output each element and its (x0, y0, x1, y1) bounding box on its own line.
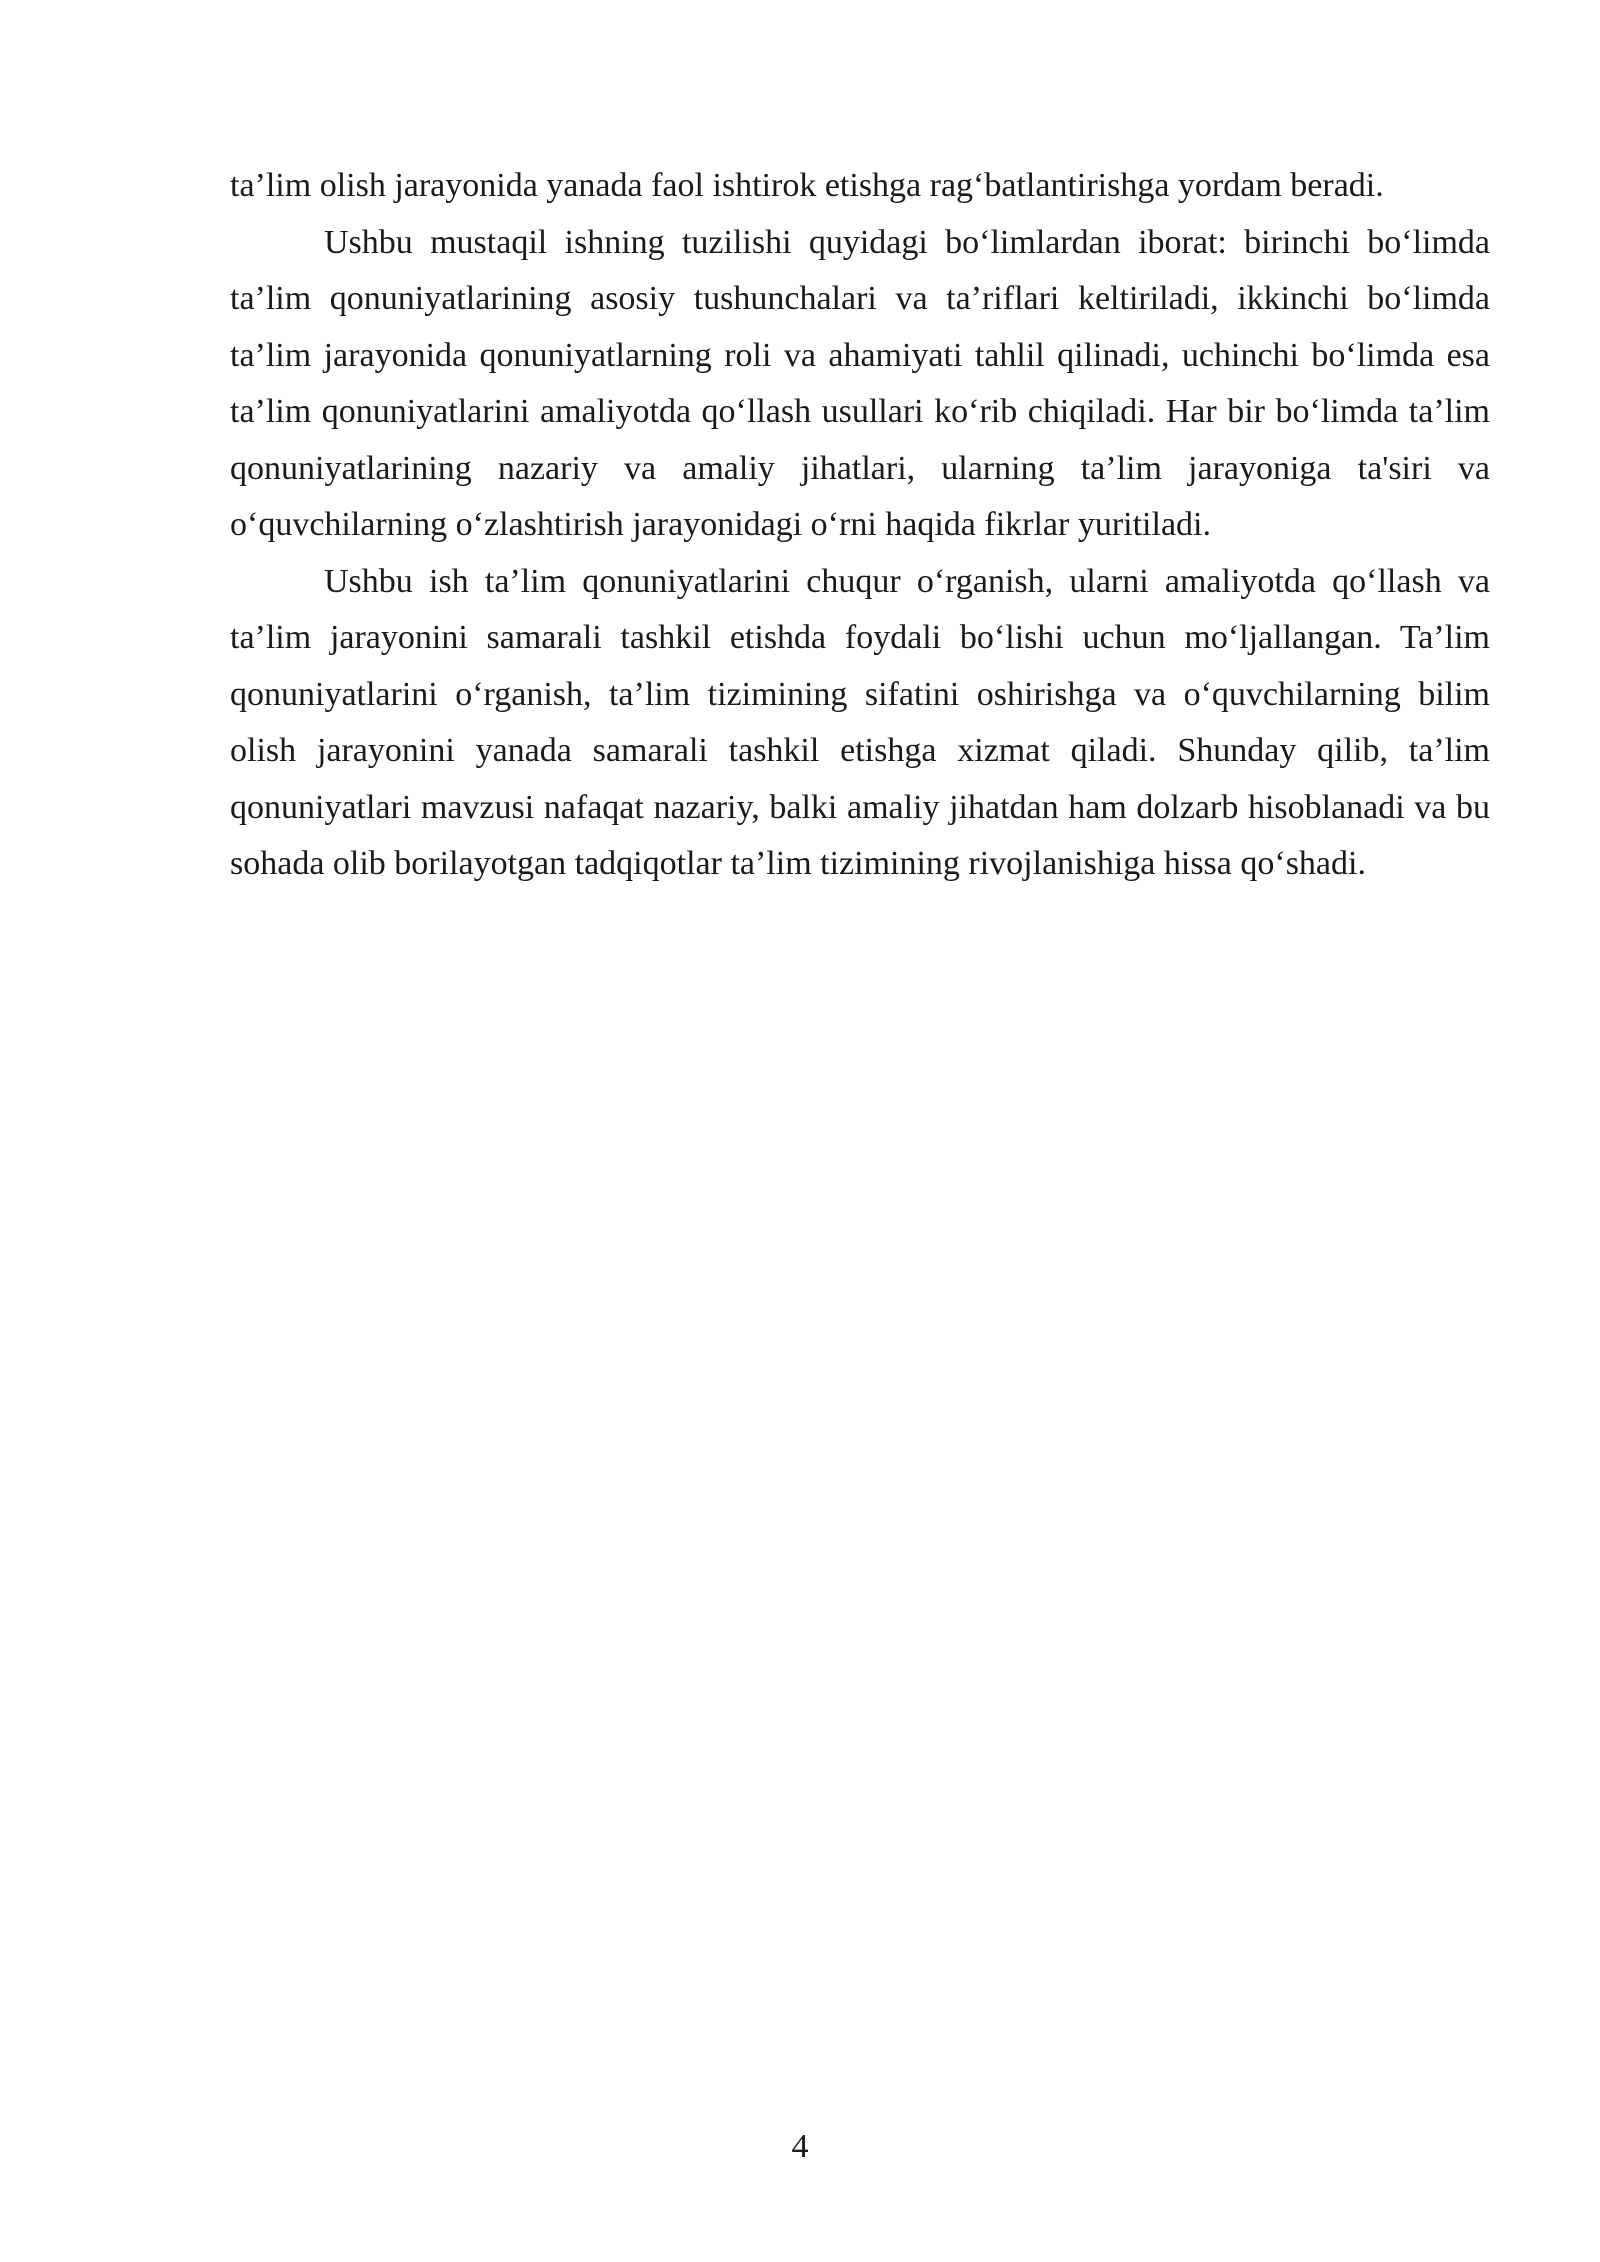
paragraph-structure: Ushbu mustaqil ishning tuzilishi quyidagi bo‘limlardan iborat: birinchi bo‘limda ta’lim qonuniyatlarining asosiy tushunchalari va ta’riflari keltiriladi, ikkinchi bo‘limda ta’lim jarayonida qonuniyatlarning roli va ahamiyati tahlil qilinadi, uchinchi bo‘limda esa ta’lim qonuniyatlarini amaliyotda qo‘llash usullari ko‘rib chiqiladi. Har bir bo‘limda ta’lim qonuniyatlarining nazariy va amaliy jihatlari, ularning ta’lim jarayoniga ta'siri va o‘quvchilarning o‘zlashtirish jarayonidagi o‘rni haqida fikrlar yuritiladi. (230, 223, 1490, 543)
paragraph-continuation: ta’lim olish jarayonida yanada faol ishtirok etishga rag‘batlantirishga yordam beradi. (230, 167, 1384, 204)
paragraph-purpose: Ushbu ish ta’lim qonuniyatlarini chuqur o‘rganish, ularni amaliyotda qo‘llash va ta’lim jarayonini samarali tashkil etishda foydali bo‘lishi uchun mo‘ljallangan. Ta’lim qonuniyatlarini o‘rganish, ta’lim tizimining sifatini oshirishga va o‘quvchilarning bilim olish jarayonini yanada samarali tashkil etishga xizmat qiladi. Shunday qilib, ta’lim qonuniyatlari mavzusi nafaqat nazariy, balki amaliy jihatdan ham dolzarb hisoblanadi va bu sohada olib borilayotgan tadqiqotlar ta’lim tizimining rivojlanishiga hissa qo‘shadi. (230, 562, 1490, 882)
body-text (230, 158, 1490, 893)
page-number: 4 (791, 2128, 809, 2165)
